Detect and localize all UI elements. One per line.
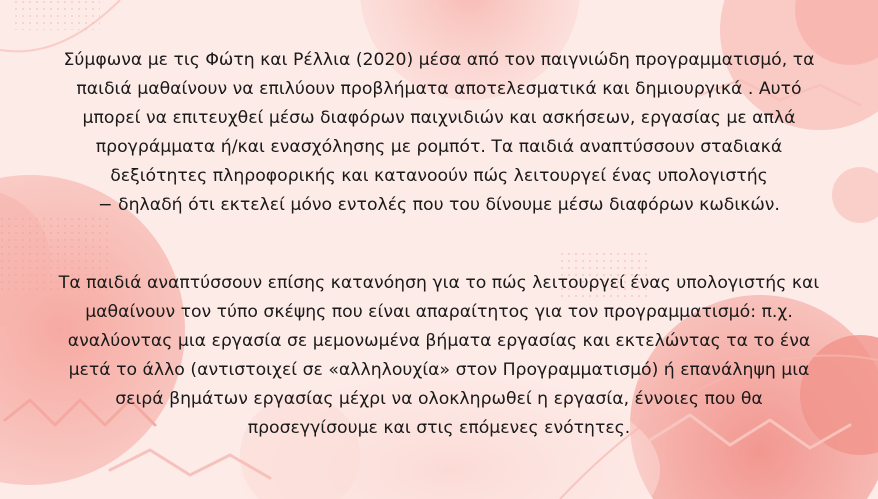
paragraph-line: αναλύοντας μια εργασία σε μεμονωμένα βήματα εργασίας και εκτελώντας τα το ένα [67,331,811,351]
paragraph-line: προγράμματα ή/και ενασχόλησης με ρομπότ. Τα παιδιά αναπτύσσουν σταδιακά [95,137,783,157]
paragraph-programming-benefits [0,46,878,220]
paragraph-line: μαθαίνουν τον τύπο σκέψης που είναι απαραίτητος για τον προγραμματισμό: π.χ. [85,302,793,322]
paragraph-line: Τα παιδιά αναπτύσσουν επίσης κατανόηση για το πώς λειτουργεί ένας υπολογιστής και [58,273,820,293]
paragraph-line: μπορεί να επιτευχθεί μέσω διαφόρων παιχνιδιών και ασκήσεων, εργασίας με απλά [82,108,796,128]
paragraph-line: − δηλαδή ότι εκτελεί μόνο εντολές που του δίνουμε μέσω διαφόρων κωδικών. [98,195,780,215]
paragraph-line: δεξιότητες πληροφορικής και κατανοούν πώς λειτουργεί ένας υπολογιστής [110,166,768,186]
paragraph-line: προσεγγίσουμε και στις επόμενες ενότητες. [247,418,631,438]
paragraph-line: σειρά βημάτων εργασίας μέχρι να ολοκληρωθεί η εργασία, έννοιες που θα [115,389,763,409]
paragraph-line: παιδιά μαθαίνουν να επιλύουν προβλήματα αποτελεσματικά και δημιουργικά . Αυτό [76,79,802,99]
paragraph-line: μετά το άλλο (αντιστοιχεί σε «αλληλουχία» στον Προγραμματισμό) ή επανάληψη μια [68,360,810,380]
dot-pattern-top [10,0,100,30]
paragraph-computational-thinking [0,269,878,443]
paragraph-line: Σύμφωνα με τις Φώτη και Ρέλλια (2020) μέσα από τον παιγνιώδη προγραμματισμό, τα [63,50,815,70]
